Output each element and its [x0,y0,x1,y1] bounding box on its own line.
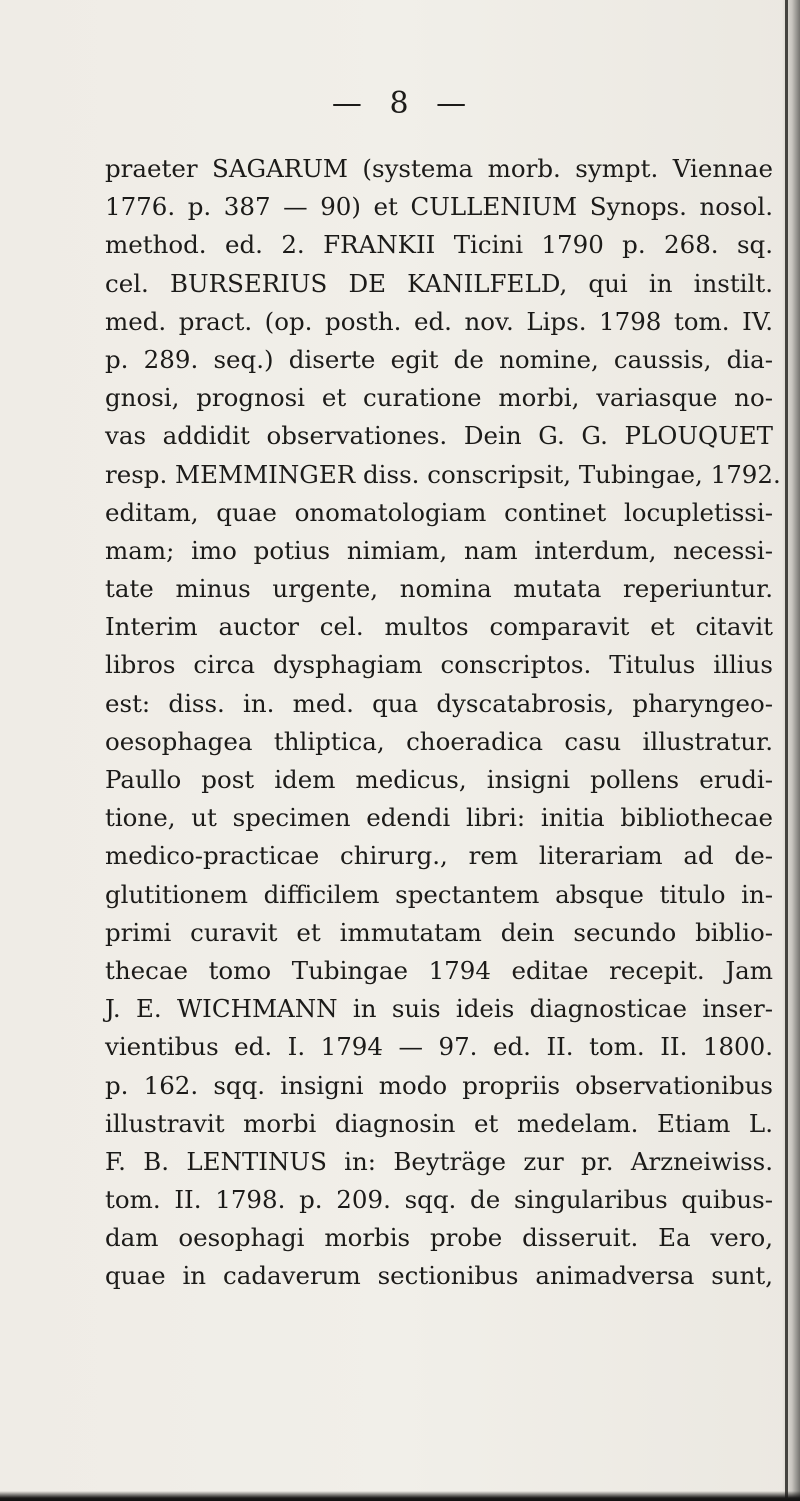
text-line: Paullo post idem medicus, insigni pollens erudi- [105,765,773,794]
text-line: primi curavit et immutatam dein secundo biblio- [105,917,773,947]
text-line: method. ed. 2. FRANKII Ticini 1790 p. 268. sq. [105,230,773,260]
text-line: Interim auctor cel. multos comparavit et citavit [105,612,773,642]
text-line: gnosi, prognosi et curatione morbi, variasque no- [105,383,773,413]
text-line: cel. BURSERIUS DE KANILFELD, qui in instilt. [105,268,773,298]
header-dash-right: — [436,86,469,121]
text-line: tom. II. 1798. p. 209. sqq. de singularibus quibus- [105,1185,773,1215]
text-line: p. 289. seq.) diserte egit de nomine, caussis, dia- [105,344,773,374]
text-line: praeter SAGARUM (systema morb. sympt. Viennae [105,154,773,183]
text-line: F. B. LENTINUS in: Beyträge zur pr. Arzneiwiss. [105,1146,773,1176]
text-line: illustravit morbi diagnosin et medelam. Etiam L. [105,1108,773,1138]
text-line: med. pract. (op. posth. ed. nov. Lips. 1798 tom. IV. [105,306,773,336]
body-text [105,150,781,1296]
page-edge-line [785,0,788,1501]
text-line: thecae tomo Tubingae 1794 editae recepit. Jam [105,955,773,985]
text-line: dam oesophagi morbis probe disseruit. Ea vero, [105,1223,773,1253]
text-line: tione, ut specimen edendi libri: initia bibliothecae [105,803,773,833]
page-number: 8 [389,86,411,121]
text-line: libros circa dysphagiam conscriptos. Titulus illius [105,650,773,680]
text-line: editam, quae onomatologiam continet locupletissi- [105,497,773,527]
text-line: medico-practicae chirurg., rem literariam ad de- [105,841,773,871]
header-dash-left: — [331,86,364,121]
text-line: vientibus ed. I. 1794 — 97. ed. II. tom. II. 1800. [105,1032,773,1062]
text-line: J. E. WICHMANN in suis ideis diagnosticae inser- [105,994,773,1024]
text-line: resp. MEMMINGER diss. conscripsit, Tubingae, 1792. [105,459,781,489]
page-bottom-edge [0,1491,800,1501]
text-line: quae in cadaverum sectionibus animadversa sunt, [105,1261,773,1291]
text-line: 1776. p. 387 — 90) et CULLENIUM Synops. nosol. [105,192,773,222]
text-line: p. 162. sqq. insigni modo propriis observationibus [105,1070,773,1100]
text-line: mam; imo potius nimiam, nam interdum, necessi- [105,535,773,565]
text-line: tate minus urgente, nomina mutata reperiuntur. [105,574,773,604]
text-line: est: diss. in. med. qua dyscatabrosis, pharyngeo- [105,688,773,718]
text-line: oesophagea thliptica, choeradica casu illustratur. [105,726,773,756]
page-header [0,86,800,121]
text-line: vas addidit observationes. Dein G. G. PLOUQUET [105,421,773,451]
text-line: glutitionem difficilem spectantem absque titulo in- [105,879,773,909]
